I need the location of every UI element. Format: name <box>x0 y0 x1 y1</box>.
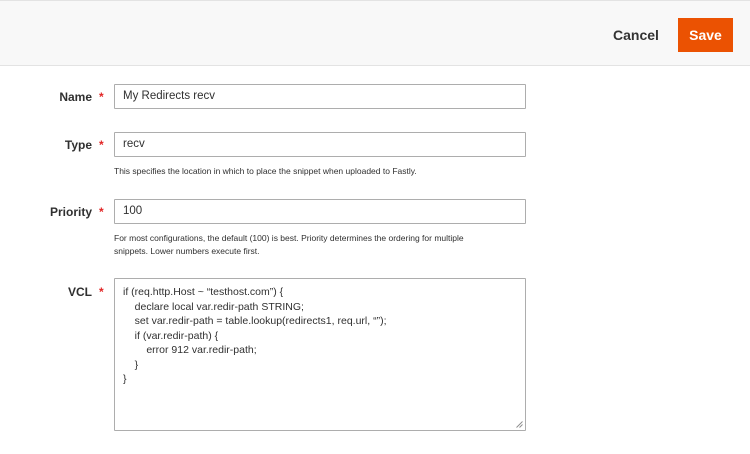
type-input[interactable]: recv <box>114 132 526 157</box>
type-note: This specifies the location in which to place the snippet when uploaded to Fastly. <box>114 166 417 176</box>
page-actions-bar <box>0 0 750 66</box>
priority-note-line-2: snippets. Lower numbers execute first. <box>114 246 260 256</box>
vcl-line: set var.redir-path = table.lookup(redirects1, req.url, “”); <box>123 315 387 327</box>
priority-label: Priority <box>49 205 92 219</box>
priority-required-marker: * <box>99 205 104 219</box>
cancel-button[interactable]: Cancel <box>604 19 668 51</box>
vcl-required-marker: * <box>99 285 104 299</box>
name-input[interactable]: My Redirects recv <box>114 84 526 109</box>
vcl-textarea[interactable] <box>114 278 526 431</box>
vcl-line: error 912 var.redir-path; <box>123 344 257 356</box>
type-label: Type <box>64 138 92 152</box>
name-label: Name <box>59 90 92 104</box>
priority-note-line-1: For most configurations, the default (100) is best. Priority determines the ordering for multiple <box>114 233 464 243</box>
vcl-line: } <box>123 358 139 371</box>
vcl-line: } <box>123 373 127 385</box>
vcl-label: VCL <box>68 285 92 299</box>
name-required-marker: * <box>99 90 104 104</box>
resize-handle-icon[interactable] <box>516 421 523 428</box>
priority-input[interactable]: 100 <box>114 199 526 224</box>
vcl-line: if (var.redir-path) { <box>123 329 219 342</box>
vcl-line: declare local var.redir-path STRING; <box>123 300 304 313</box>
save-button[interactable]: Save <box>678 18 733 52</box>
vcl-line: if (req.http.Host ~ “testhost.com”) { <box>123 286 284 298</box>
type-required-marker: * <box>99 138 104 152</box>
